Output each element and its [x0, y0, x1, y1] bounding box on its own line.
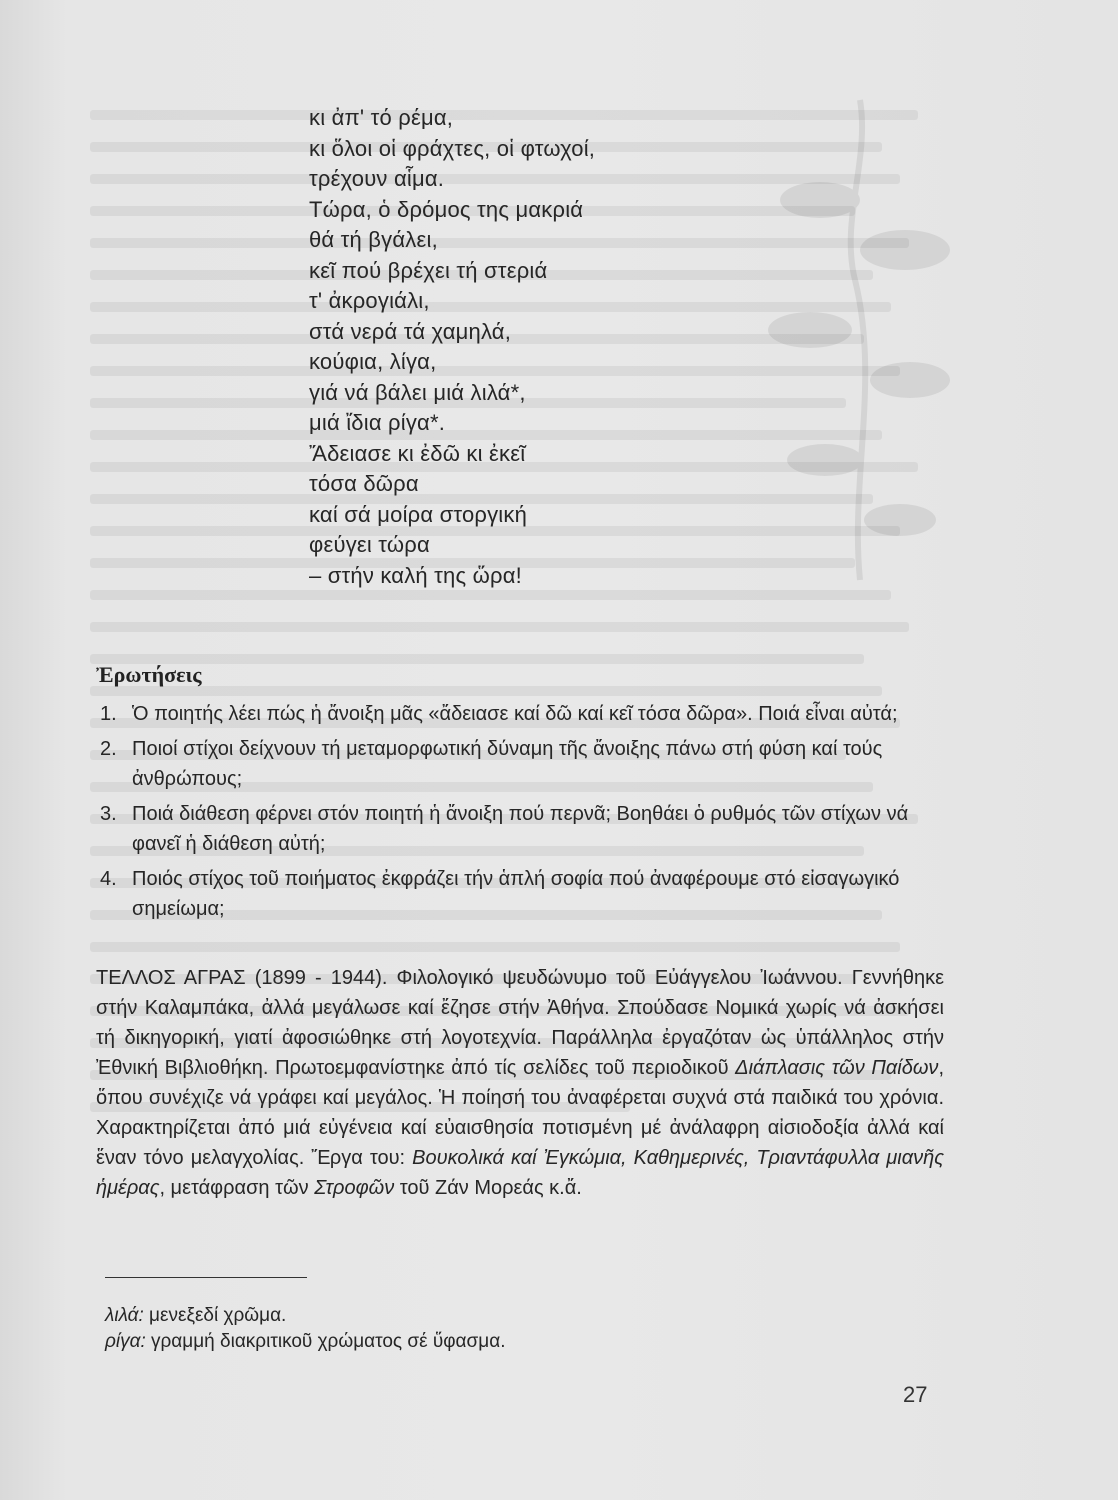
- poem-line: Ἄδειασε κι ἐδῶ κι ἐκεῖ: [309, 440, 526, 466]
- footnotes: [105, 1303, 925, 1355]
- question-number: 1.: [100, 703, 117, 725]
- question-number: 2.: [100, 738, 117, 760]
- question-number: 3.: [100, 803, 117, 825]
- poem-line: κι ἀπ' τό ρέμα,: [309, 105, 454, 130]
- question-item: [96, 734, 944, 794]
- bio-text-4: τοῦ Ζάν Μορεάς κ.ἄ.: [394, 1177, 582, 1199]
- bio-text-2: , ὅπου συνέχιζε νά γράφει καί μεγάλος. Ἡ ποίησή του ἀναφέρεται συχνά στά παιδικά του χρόνια. Χαρακτηρίζεται ἀπό μιά εὐγένεια καί εὐαισθησία ποτισμένη μέ ἀνάλαφρη αἰσιοδοξία ἀλλά καί ἕναν τόνο μελαγχολίας. Ἔργα του:: [96, 1057, 944, 1169]
- poem-line: μιά ἴδια ρίγα*.: [309, 410, 446, 435]
- poem-line: τόσα δῶρα: [309, 471, 419, 496]
- page-number: 27: [903, 1382, 928, 1407]
- question-number: 4.: [100, 868, 117, 890]
- poem-line: φεύγει τώρα: [309, 532, 430, 557]
- footnote-divider: [105, 1277, 307, 1278]
- question-text: Ὁ ποιητής λέει πώς ἡ ἄνοιξη μᾶς «ἄδειασε καί δῶ καί κεῖ τόσα δῶρα». Ποιά εἶναι αὐτά;: [132, 703, 898, 725]
- question-item: [96, 799, 944, 859]
- question-text: Ποιός στίχος τοῦ ποιήματος ἐκφράζει τήν ἁπλή σοφία πού ἀναφέρουμε στό εἰσαγωγικό σημείωμα;: [132, 868, 900, 920]
- footnote-item: [105, 1303, 925, 1329]
- poem-line: κεῖ πού βρέχει τή στεριά: [309, 257, 548, 283]
- author-biography: [96, 963, 944, 1203]
- poem-line: κι ὅλοι οἱ φράχτες, οἱ φτωχοί,: [309, 135, 596, 161]
- question-text: Ποιά διάθεση φέρνει στόν ποιητή ἡ ἄνοιξη πού περνᾶ; Βοηθάει ὁ ρυθμός τῶν στίχων νά φανεῖ ἡ διάθεση αὐτή;: [132, 803, 909, 855]
- questions-list: [96, 699, 944, 929]
- poem-line: Τώρα, ὁ δρόμος της μακριά: [309, 196, 584, 222]
- bio-text-1: ΤΕΛΛΟΣ ΑΓΡΑΣ (1899 - 1944). Φιλολογικό ψευδώνυμο τοῦ Εὐάγγελου Ἰωάννου. Γεννήθηκε στήν Καλαμπάκα, ἀλλά μεγάλωσε καί ἔζησε στήν Ἀθήνα. Σπούδασε Νομικά χωρίς νά ἀσκήσει τή δικηγορική, γιατί ἀφοσιώθηκε στή λογοτεχνία. Παράλληλα ἐργαζόταν ὡς ὑπάλληλος στήν Ἐθνική Βιβλιοθήκη. Πρωτοεμφανίστηκε ἀπό τίς σελίδες τοῦ περιοδικοῦ: [96, 967, 944, 1079]
- poem-line: γιά νά βάλει μιά λιλά*,: [309, 379, 526, 405]
- question-text: Ποιοί στίχοι δείχνουν τή μεταμορφωτική δύναμη τῆς ἄνοιξης πάνω στή φύση καί τούς ἀνθρώπους;: [132, 738, 883, 790]
- poem-line: τ' ἀκρογιάλι,: [309, 288, 430, 313]
- bio-magazine-title: Διάπλασις τῶν Παίδων: [735, 1057, 939, 1079]
- bio-works-title: Βουκολικά καί Ἐγκώμια, Καθημερινές, Τριαντάφυλλα μιανῆς ἡμέρας: [96, 1147, 944, 1199]
- footnote-definition: γραμμή διακριτικοῦ χρώματος σέ ὕφασμα.: [145, 1331, 506, 1352]
- question-item: [96, 864, 944, 924]
- footnote-term: λιλά:: [105, 1305, 144, 1326]
- poem-line: στά νερά τά χαμηλά,: [309, 318, 512, 344]
- poem-line: κούφια, λίγα,: [309, 349, 437, 374]
- footnote-definition: μενεξεδί χρῶμα.: [143, 1305, 287, 1326]
- poem-line: – στήν καλή της ὥρα!: [309, 562, 522, 588]
- footnote-term: ρίγα:: [105, 1331, 146, 1352]
- show-through-illustration: [740, 80, 980, 600]
- question-item: [96, 699, 944, 729]
- bio-text-3: , μετάφραση τῶν: [159, 1177, 315, 1199]
- poem-stanza: [309, 103, 595, 591]
- footnote-item: [105, 1329, 925, 1355]
- bio-translation-title: Στροφῶν: [314, 1177, 395, 1199]
- poem-line: θά τή βγάλει,: [309, 227, 438, 252]
- questions-heading: Ἐρωτήσεις: [96, 662, 202, 687]
- poem-line: τρέχουν αἷμα.: [309, 166, 445, 191]
- poem-line: καί σά μοίρα στοργική: [309, 501, 528, 527]
